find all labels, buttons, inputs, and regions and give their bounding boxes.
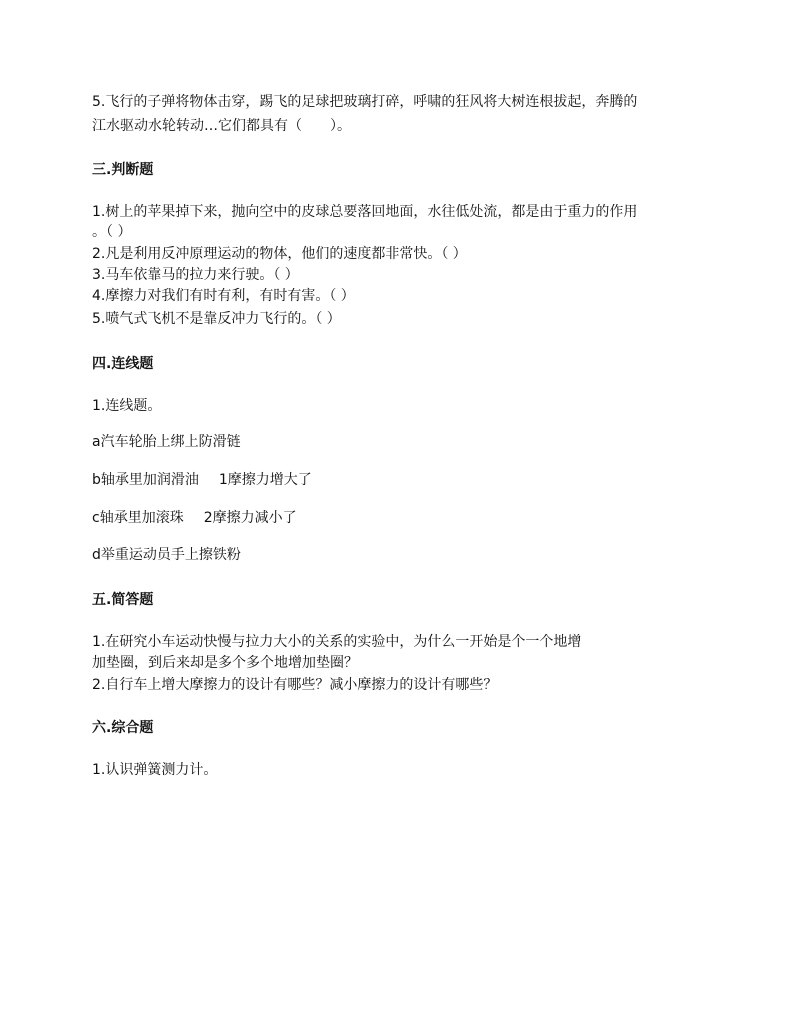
question-5-line-2: 江水驱动水轮转动…它们都具有（ ）。 [92,118,351,134]
matching-item-a: a汽车轮胎上绑上防滑链 [92,434,241,450]
matching-item-d: d举重运动员手上擦铁粉 [92,547,241,563]
judgment-question-3: 3.马车依靠马的拉力来行驶。（ ） [92,267,299,283]
comprehensive-question-1: 1.认识弹簧测力计。 [92,762,218,778]
matching-item-b: b轴承里加润滑油 [92,472,199,488]
section-heading-matching: 四.连线题 [92,356,154,372]
short-answer-question-2: 2.自行车上增大摩擦力的设计有哪些？减小摩擦力的设计有哪些？ [92,677,498,693]
matching-question-1: 1.连线题。 [92,398,162,414]
short-answer-question-1-line-1: 1.在研究小车运动快慢与拉力大小的关系的实验中，为什么一开始是个一个地增 [92,634,582,650]
matching-row-b [92,470,312,490]
judgment-question-1-line-2: 。（ ） [92,224,132,240]
matching-row-c [92,508,297,528]
short-answer-question-1-line-2: 加垫圈，到后来却是多个多个地增加垫圈？ [92,655,358,671]
judgment-question-5: 5.喷气式飞机不是靠反冲力飞行的。（ ） [92,311,341,327]
section-heading-judgment: 三.判断题 [92,162,154,178]
section-heading-comprehensive: 六.综合题 [92,720,154,736]
judgment-question-1-line-1: 1.树上的苹果掉下来，抛向空中的皮球总要落回地面，水往低处流，都是由于重力的作用 [92,204,638,220]
question-5-line-1: 5.飞行的子弹将物体击穿，踢飞的足球把玻璃打碎，呼啸的狂风将大树连根拔起，奔腾的 [92,94,638,110]
judgment-question-4: 4.摩擦力对我们有时有利，有时有害。（ ） [92,288,355,304]
matching-item-c: c轴承里加滚珠 [92,510,184,526]
section-heading-short-answer: 五.简答题 [92,592,154,608]
matching-result-1: 1摩擦力增大了 [218,472,312,488]
judgment-question-2: 2.凡是利用反冲原理运动的物体，他们的速度都非常快。（ ） [92,246,467,262]
matching-result-2: 2摩擦力减小了 [203,510,297,526]
